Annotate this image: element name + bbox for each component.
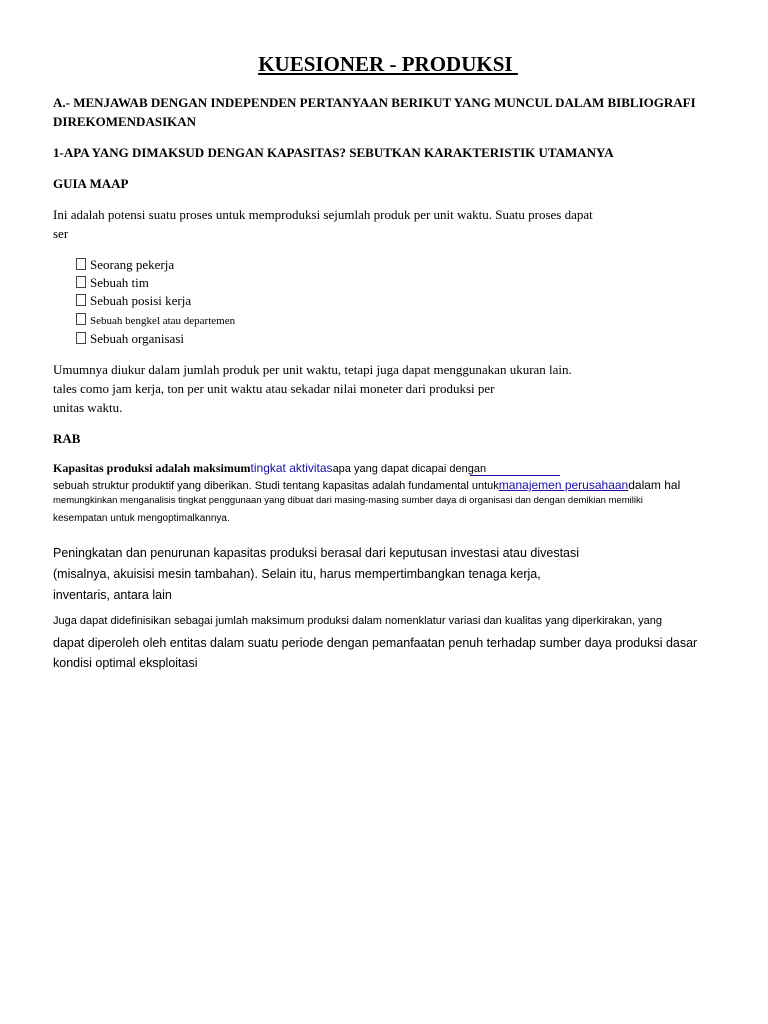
bullet-box-icon — [76, 258, 86, 270]
document-title: KUESIONER - PRODUKSI — [258, 52, 518, 76]
rab-line-2 — [53, 478, 680, 492]
list-item — [76, 313, 235, 327]
list-item-label: Sebuah organisasi — [90, 331, 184, 346]
rab-bold-lead: Kapasitas produksi adalah maksimum — [53, 461, 251, 475]
list-item — [76, 275, 149, 291]
intro-line-2: ser — [53, 226, 69, 241]
increase-line-2: (misalnya, akuisisi mesin tambahan). Selain itu, harus mempertimbangkan tenaga kerja, — [53, 567, 541, 581]
measure-line-1: Umumnya diukur dalam jumlah produk per unit waktu, tetapi juga dapat menggunakan ukuran lain. — [53, 362, 572, 377]
list-item — [76, 293, 191, 309]
list-item-label: Sebuah posisi kerja — [90, 293, 192, 308]
defined-line-2: dapat diperoleh oleh entitas dalam suatu periode dengan pemanfaatan penuh terhadap sumber daya produksi dasar — [53, 636, 698, 650]
rab-after-link: apa yang dapat dicapai dengan — [332, 463, 487, 475]
section-a-line-1: A.- MENJAWAB DENGAN INDEPENDEN PERTANYAAN BERIKUT YANG MUNCUL DALAM BIBLIOGRAFI — [53, 95, 696, 110]
link-manajemen-perusahaan[interactable]: manajemen perusahaan — [498, 478, 629, 492]
link-tingkat-aktivitas[interactable]: tingkat aktivitas — [250, 461, 333, 475]
rab-heading: RAB — [53, 431, 81, 446]
rab-line-1 — [53, 461, 486, 476]
question-1: 1-APA YANG DIMAKSUD DENGAN KAPASITAS? SEBUTKAN KARAKTERISTIK UTAMANYA — [53, 145, 614, 160]
defined-line-1: Juga dapat didefinisikan sebagai jumlah maksimum produksi dalam nomenklatur variasi dan kualitas yang diperkirakan, yang — [53, 615, 662, 627]
intro-line-1: Ini adalah potensi suatu proses untuk memproduksi sejumlah produk per unit waktu. Suatu proses dapat — [53, 207, 593, 222]
rab-line-2-start: sebuah struktur produktif yang diberikan. Studi tentang kapasitas adalah fundamental untuk — [53, 480, 499, 492]
bullet-box-icon — [76, 294, 86, 306]
list-item-label: Seorang pekerja — [90, 257, 175, 272]
bullet-box-icon — [76, 313, 86, 325]
guia-heading: GUIA MAAP — [53, 176, 129, 191]
bullet-box-icon — [76, 276, 86, 288]
list-item-label: Sebuah tim — [90, 275, 149, 290]
increase-line-1: Peningkatan dan penurunan kapasitas produksi berasal dari keputusan investasi atau divestasi — [53, 546, 580, 560]
measure-line-3: unitas waktu. — [53, 400, 123, 415]
link-underline — [470, 475, 560, 476]
list-item — [76, 257, 174, 273]
rab-line-4: kesempatan untuk mengoptimalkannya. — [53, 513, 230, 524]
list-item-label: Sebuah bengkel atau departemen — [90, 315, 236, 327]
list-item — [76, 331, 184, 347]
bullet-box-icon — [76, 332, 86, 344]
defined-line-3: kondisi optimal eksploitasi — [53, 656, 198, 670]
measure-line-2: tales como jam kerja, ton per unit waktu atau sekadar nilai moneter dari produksi per — [53, 381, 495, 396]
rab-line-2-end: dalam hal — [628, 478, 681, 492]
section-a-line-2: DIREKOMENDASIKAN — [53, 114, 197, 129]
increase-line-3: inventaris, antara lain — [53, 588, 172, 602]
rab-line-3: memungkinkan menganalisis tingkat penggunaan yang dibuat dari masing-masing sumber daya di organisasi dan dengan demikian memiliki — [53, 495, 643, 506]
